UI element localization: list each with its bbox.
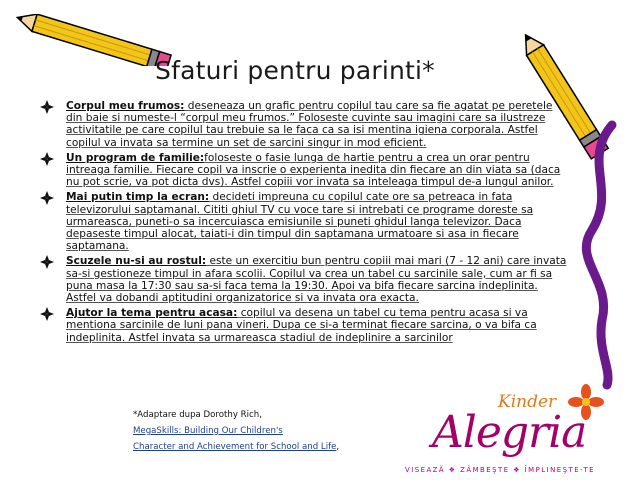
diamond-bullet-icon [40, 255, 54, 269]
tip-heading: Corpul meu frumos: [66, 100, 185, 112]
pencil-icon [6, 14, 176, 66]
page-title: Sfaturi pentru parinti* [155, 56, 435, 85]
book-title-link[interactable]: MegaSkills: Building Our Children's [133, 426, 283, 436]
footnote-source: *Adaptare dupa Dorothy Rich, [133, 410, 262, 420]
list-item [38, 152, 570, 189]
logo-kinder: Kinder [498, 392, 557, 412]
list-item [38, 191, 570, 252]
tip-text: copilul va desena un tabel cu tema pentru acasa si va mentiona sarcinile de luni pana vineri. Dupa ce si-a terminat fiecare sarcina, o va bifa ca indeplinita. Astfel invata sa urmareasca stadiul de indeplinire a sarcinilor [66, 307, 537, 344]
swirl-decoration [572, 120, 622, 390]
footnote [133, 407, 339, 455]
diamond-bullet-icon [40, 100, 54, 114]
logo-alegria: Alegria [432, 407, 587, 458]
tip-text: deseneaza un grafic pentru copilul tau care sa fie agatat pe peretele din baie si numeste-l “corpul meu frumos.” Foloseste cuvinte sau imagini care sa ilustreze activitatile pe care copilul tau trebuie sa le faca ca sa isi mentina igiena corporala. Astfel copilul va invata sa termine un set de sarcini singur in mod eficient. [66, 100, 553, 149]
tip-text: este un exercitiu bun pentru copiii mai mari (7 - 12 ani) care invata sa-si gestioneze timpul in afara scolii. Copilul va crea un tabel cu sarcinile sale, cum ar fi sa puna masa la 17:30 sau sa-si faca tema la 19:30. Apoi va bifa fiecare sarcina indeplinita. Astfel va dobandi aptitudini organizatorice si va invata ora exacta. [66, 255, 567, 305]
tips-list [38, 100, 570, 347]
logo-tagline: VISEAZĂ ❖ ZÂMBEŞTE ❖ ÎMPLINEŞTE-TE [405, 466, 595, 474]
book-subtitle-link[interactable]: Character and Achievement for School and Life [133, 442, 337, 452]
list-item [38, 307, 570, 344]
tip-heading: Ajutor la tema pentru acasa: [66, 307, 238, 320]
diamond-bullet-icon [40, 152, 54, 166]
tip-text: foloseste o fasie lunga de hartie pentru a crea un orar pentru intreaga familie. Fiecare copil va inscrie o experienta inedita din fiecare an din viata sa (daca nu pot scrie, va pot dicta dvs). Astfel copiii vor invata sa inteleaga timpul de-a lungul anilor. [66, 151, 561, 189]
diamond-bullet-icon [40, 191, 54, 205]
list-item [38, 100, 570, 149]
list-item [38, 255, 570, 304]
tip-heading: Scuzele nu-si au rostul: [66, 255, 207, 268]
footnote-comma: , [336, 442, 340, 452]
tip-heading: Mai putin timp la ecran: [66, 191, 210, 204]
tip-heading: Un program de familie: [66, 151, 205, 164]
tip-text: decideti impreuna cu copilul cate ore sa petreaca in fata televizorului saptamanal. Cititi ghiul TV cu voce tare si intrebati ce programe doreste sa urmareasca, puneti-o sa incercuiasca emisiunile si puneti ghidul langa televizor. Daca depaseste timpul alocat, taiati-i din timpul din saptamana urmatoare si asa in fiecare saptamana. [66, 191, 534, 253]
diamond-bullet-icon [40, 307, 54, 321]
